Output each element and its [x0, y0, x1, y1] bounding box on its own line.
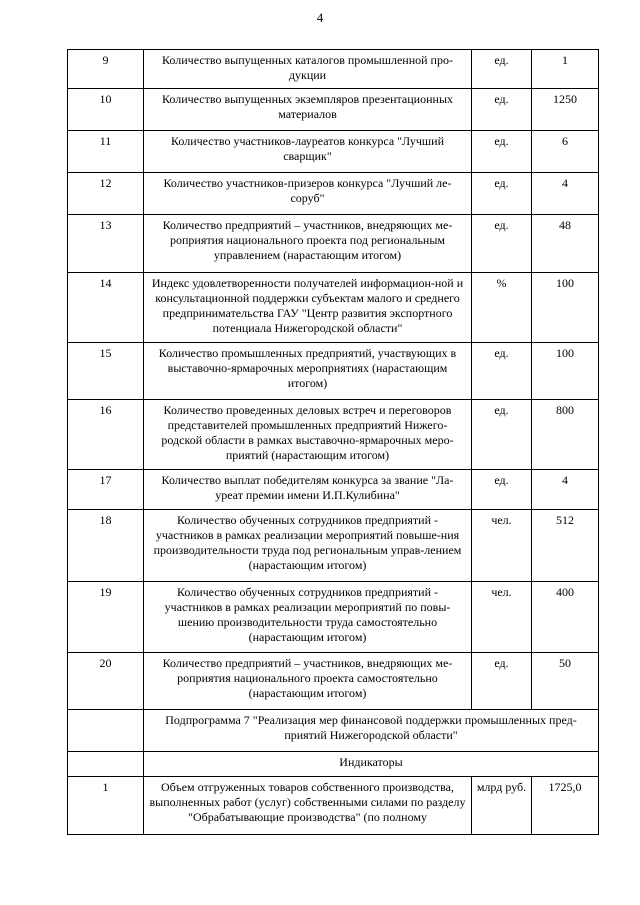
indicator-name: Количество выплат победителям конкурса за звание "Ла-уреат премии имени И.П.Кулибина" — [144, 470, 472, 510]
value-cell: 48 — [532, 215, 599, 273]
indicator-name: Количество промышленных предприятий, участвующих в выставочно-ярмарочных мероприятиях (нарастающим итогом) — [144, 343, 472, 400]
table-row — [68, 50, 599, 89]
table-row — [68, 400, 599, 470]
value-cell: 50 — [532, 653, 599, 710]
table-row — [68, 215, 599, 273]
unit-cell: чел. — [472, 582, 532, 653]
indicator-name: Индекс удовлетворенности получателей информацион-ной и консультационной поддержки субъектам малого и среднего предпринимательства ГАУ "Центр развития экспортного потенциала Нижегородской области" — [144, 273, 472, 343]
row-number: 17 — [68, 470, 144, 510]
table-row — [68, 777, 599, 835]
value-cell: 512 — [532, 510, 599, 582]
indicator-name: Количество предприятий – участников, внедряющих ме-роприятия национального проекта под региональным управлением (нарастающим итогом) — [144, 215, 472, 273]
unit-cell: ед. — [472, 50, 532, 89]
unit-cell: ед. — [472, 653, 532, 710]
indicator-name: Количество проведенных деловых встреч и переговоров представителей промышленных предприятий Нижего-родской области в рамках выставочно-ярмарочных меро-приятий (нарастающим итогом) — [144, 400, 472, 470]
value-cell: 1 — [532, 50, 599, 89]
indicator-name: Количество участников-лауреатов конкурса "Лучший сварщик" — [144, 131, 472, 173]
indicator-name: Количество предприятий – участников, внедряющих ме-роприятия национального проекта самостоятельно (нарастающим итогом) — [144, 653, 472, 710]
row-number: 10 — [68, 89, 144, 131]
unit-cell: ед. — [472, 470, 532, 510]
unit-cell: ед. — [472, 173, 532, 215]
value-cell: 4 — [532, 470, 599, 510]
row-number: 14 — [68, 273, 144, 343]
row-number: 11 — [68, 131, 144, 173]
indicator-name: Количество участников-призеров конкурса "Лучший ле-соруб" — [144, 173, 472, 215]
value-cell: 1725,0 — [532, 777, 599, 835]
indicators-label: Индикаторы — [144, 752, 599, 777]
unit-cell: % — [472, 273, 532, 343]
table-row — [68, 173, 599, 215]
table-row — [68, 131, 599, 173]
value-cell: 4 — [532, 173, 599, 215]
subprogram-row — [68, 710, 599, 752]
page-number: 4 — [316, 10, 324, 25]
row-number: 18 — [68, 510, 144, 582]
indicators-header-row — [68, 752, 599, 777]
unit-cell: ед. — [472, 131, 532, 173]
unit-cell: ед. — [472, 400, 532, 470]
indicator-name: Объем отгруженных товаров собственного производства, выполненных работ (услуг) собственными силами по разделу "Обрабатывающие производства" (по полному — [144, 777, 472, 835]
row-number: 12 — [68, 173, 144, 215]
value-cell: 400 — [532, 582, 599, 653]
table-row — [68, 582, 599, 653]
value-cell: 800 — [532, 400, 599, 470]
unit-cell: ед. — [472, 89, 532, 131]
table-row — [68, 343, 599, 400]
row-number: 1 — [68, 777, 144, 835]
table-row — [68, 470, 599, 510]
empty-cell — [68, 710, 144, 752]
row-number: 16 — [68, 400, 144, 470]
indicator-name: Количество выпущенных каталогов промышленной про-дукции — [144, 50, 472, 89]
row-number: 20 — [68, 653, 144, 710]
unit-cell: ед. — [472, 215, 532, 273]
subprogram-title: Подпрограмма 7 "Реализация мер финансовой поддержки промышленных пред-приятий Нижегородской области" — [144, 710, 599, 752]
row-number: 13 — [68, 215, 144, 273]
table-row — [68, 653, 599, 710]
unit-cell: ед. — [472, 343, 532, 400]
table-row — [68, 89, 599, 131]
row-number: 19 — [68, 582, 144, 653]
empty-cell — [68, 752, 144, 777]
value-cell: 100 — [532, 343, 599, 400]
value-cell: 100 — [532, 273, 599, 343]
row-number: 9 — [68, 50, 144, 89]
value-cell: 6 — [532, 131, 599, 173]
row-number: 15 — [68, 343, 144, 400]
table-row — [68, 510, 599, 582]
indicator-name: Количество выпущенных экземпляров презентационных материалов — [144, 89, 472, 131]
indicator-name: Количество обученных сотрудников предприятий - участников в рамках реализации мероприятий по повы-шению производительности труда самостоятельно (нарастающим итогом) — [144, 582, 472, 653]
unit-cell: млрд руб. — [472, 777, 532, 835]
indicators-table — [67, 49, 599, 835]
indicator-name: Количество обученных сотрудников предприятий - участников в рамках реализации мероприятий повыше-ния производительности труда под региональным управ-лением (нарастающим итогом) — [144, 510, 472, 582]
value-cell: 1250 — [532, 89, 599, 131]
unit-cell: чел. — [472, 510, 532, 582]
table-row — [68, 273, 599, 343]
